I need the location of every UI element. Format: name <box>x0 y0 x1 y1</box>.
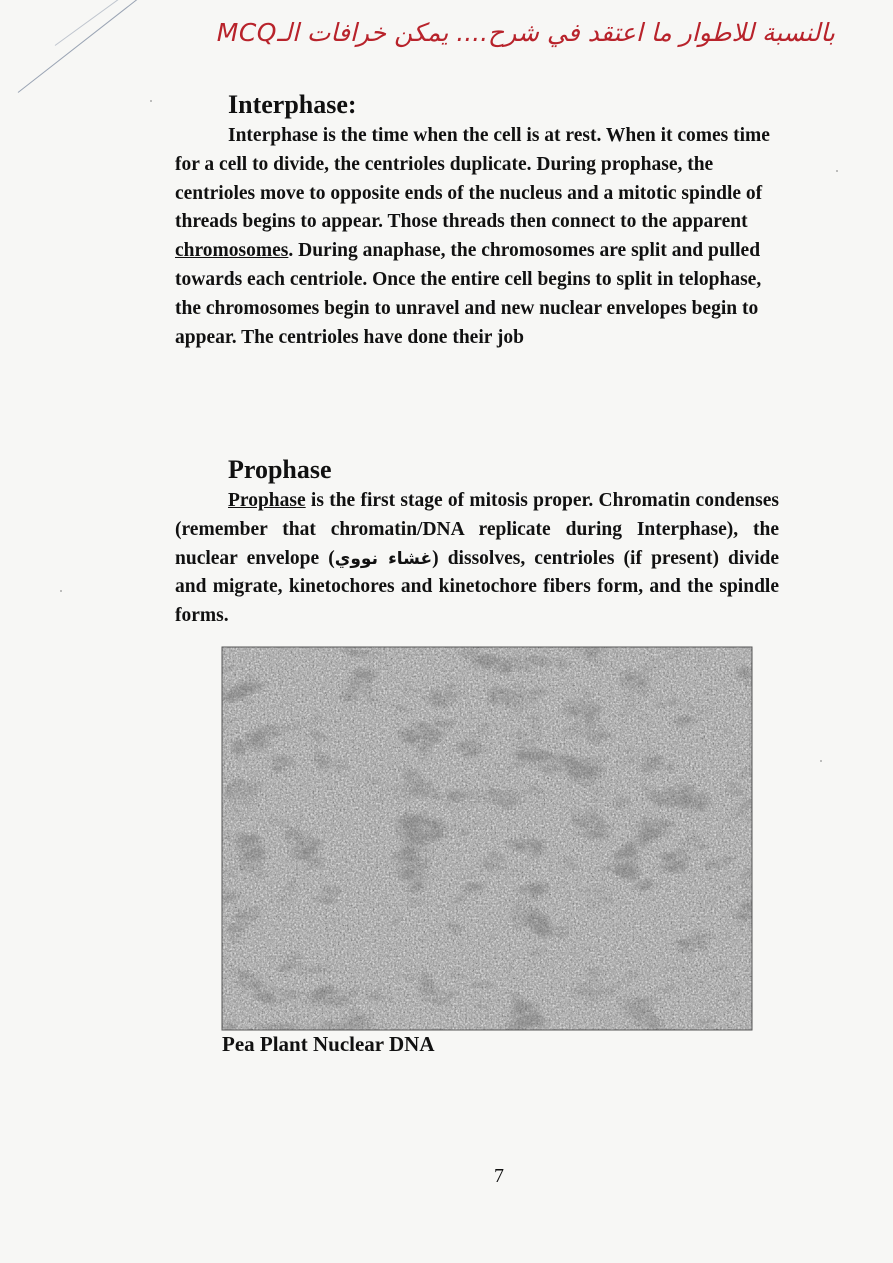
scan-speck <box>836 170 838 172</box>
interphase-text-part-2: . During anaphase, the chromosomes are split and pulled towards each centriole. Once the entire cell begins to split in telophase, the chromosomes begin to unravel and new nuclear envelopes begin to appear. The centrioles have done their job <box>175 240 762 348</box>
scan-artifact-line <box>18 0 141 93</box>
scan-artifact-line <box>55 0 132 46</box>
figure-caption: Pea Plant Nuclear DNA <box>222 1032 435 1056</box>
scan-speck <box>150 100 152 102</box>
prophase-text-part-2: ) dissolves, centrioles (if present) divide and migrate, kinetochores and kinetochore fibers form, and the spindle forms. <box>175 547 779 627</box>
handwritten-arabic-note: بالنسبة للاطوار ما اعتقد في شرح.... يمكن خرافات الـMCQ <box>216 18 835 47</box>
prophase-section <box>175 455 779 631</box>
prophase-paragraph <box>175 487 779 631</box>
interphase-heading: Interphase: <box>228 90 357 119</box>
chromosomes-term: chromosomes <box>175 240 289 262</box>
scan-speck <box>820 760 822 762</box>
page-number: 7 <box>494 1165 504 1187</box>
interphase-paragraph <box>175 122 779 352</box>
interphase-section <box>175 90 779 352</box>
micrograph-texture <box>222 647 752 1030</box>
prophase-text-part-1: is the first stage of mitosis proper. Chromatin condenses (remember that chromatin/DNA replicate during Interphase), the nuclear envelope ( <box>175 490 779 569</box>
scan-speck <box>60 590 62 592</box>
prophase-term: Prophase <box>228 490 306 511</box>
pea-plant-dna-micrograph <box>222 647 752 1030</box>
interphase-text-part-1: Interphase is the time when the cell is at rest. When it comes time for a cell to divide, the centrioles duplicate. During prophase, the centrioles move to opposite ends of the nucleus and a mitotic spindle of threads begins to appear. Those threads then connect to the apparent <box>175 125 770 233</box>
nuclear-envelope-arabic-gloss: غشاء نووي <box>334 548 433 569</box>
prophase-heading: Prophase <box>228 455 332 484</box>
